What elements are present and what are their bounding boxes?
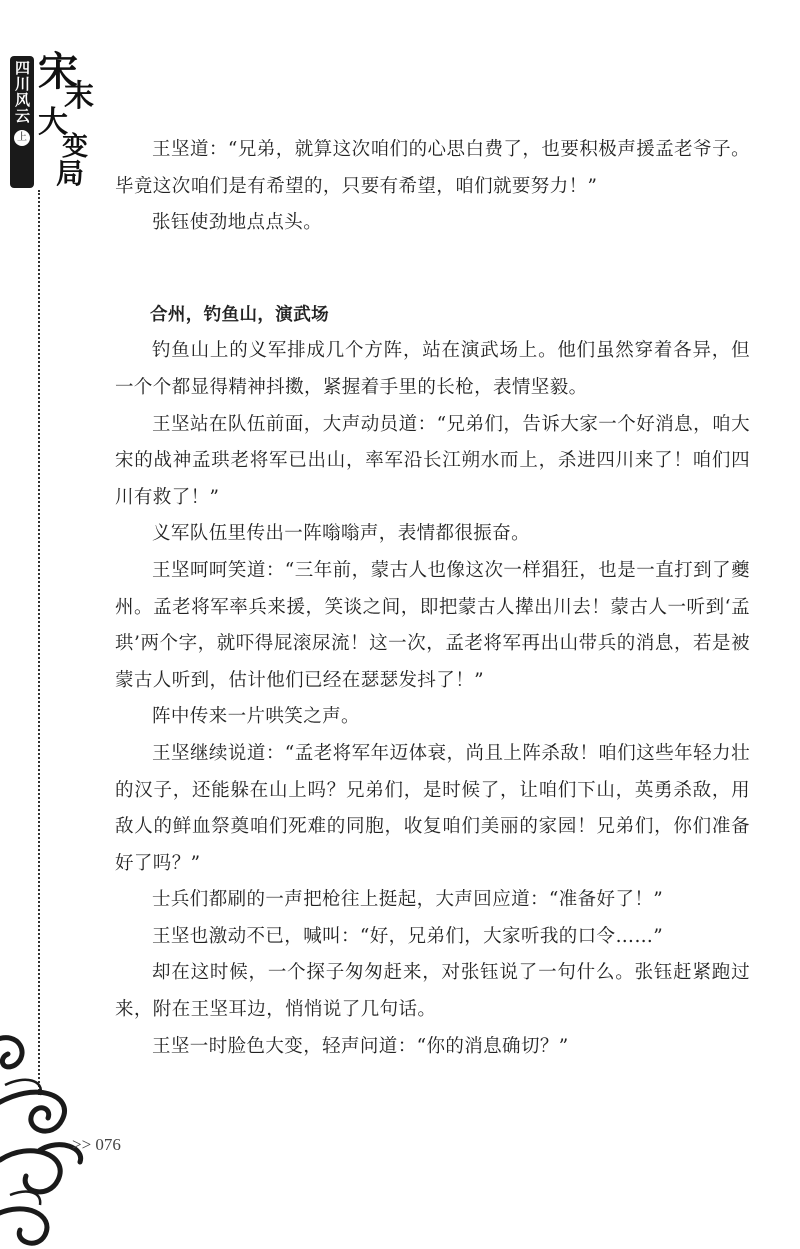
- page-number: >> 076: [72, 1135, 121, 1154]
- section-spacer: [115, 242, 750, 297]
- book-title-char: 末: [64, 79, 94, 114]
- book-title-char: 变: [62, 132, 89, 162]
- book-title-char: 大: [38, 105, 68, 140]
- series-label: 四川风云: [13, 60, 31, 124]
- book-title-char: 宋: [38, 48, 78, 95]
- paragraph: 张钰使劲地点点头。: [152, 212, 323, 234]
- book-title: [38, 48, 98, 192]
- volume-mark: 上: [14, 130, 30, 146]
- series-badge: [10, 56, 34, 188]
- margin-dotted-rule: [38, 190, 40, 1095]
- paragraph: 王坚一时脸色大变，轻声问道：“你的消息确切？”: [152, 1035, 569, 1057]
- section-heading: 合州，钓鱼山，演武场: [150, 304, 329, 325]
- paragraph: 王坚站在队伍前面，大声动员道：“兄弟们，告诉大家一个好消息，咱大宋的战神孟珙老将军已出山，率军沿长江朔水而上，杀进四川来了！咱们四川有救了！”: [115, 413, 750, 508]
- paragraph: 王坚道：“兄弟，就算这次咱们的心思白费了，也要积极声援孟老爷子。毕竟这次咱们是有希望的，只要有希望，咱们就要努力！”: [115, 139, 750, 197]
- cloud-scroll-icon: [0, 1010, 90, 1249]
- paragraph: 士兵们都刷的一声把枪往上挺起，大声回应道：“准备好了！”: [152, 889, 664, 911]
- paragraph: 钓鱼山上的义军排成几个方阵，站在演武场上。他们虽然穿着各异，但一个个都显得精神抖擞，紧握着手里的长枪，表情坚毅。: [115, 340, 750, 398]
- paragraph: 阵中传来一片哄笑之声。: [152, 706, 360, 728]
- paragraph: 义军队伍里传出一阵嗡嗡声，表情都很振奋。: [152, 523, 531, 545]
- paragraph: 却在这时候，一个探子匆匆赶来，对张钰说了一句什么。张钰赶紧跑过来，附在王坚耳边，悄悄说了几句话。: [115, 962, 750, 1021]
- body-text: [115, 132, 750, 1065]
- paragraph: 王坚呵呵笑道：“三年前，蒙古人也像这次一样猖狂，也是一直打到了夔州。孟老将军率兵来援，笑谈之间，即把蒙古人撵出川去！蒙古人一听到‘孟珙’两个字，就吓得屁滚尿流！这一次，孟老将军再出山带兵的消息，若是被蒙古人听到，估计他们已经在瑟瑟发抖了！”: [115, 559, 750, 691]
- book-title-char: 局: [56, 157, 85, 190]
- paragraph: 王坚继续说道：“孟老将军年迈体衰，尚且上阵杀敌！咱们这些年轻力壮的汉子，还能躲在山上吗？兄弟们，是时候了，让咱们下山，英勇杀敌，用敌人的鲜血祭奠咱们死难的同胞，收复咱们美丽的家园！兄弟们，你们准备好了吗？”: [115, 742, 750, 874]
- paragraph: 王坚也激动不已，喊叫：“好，兄弟们，大家听我的口令……”: [152, 925, 664, 947]
